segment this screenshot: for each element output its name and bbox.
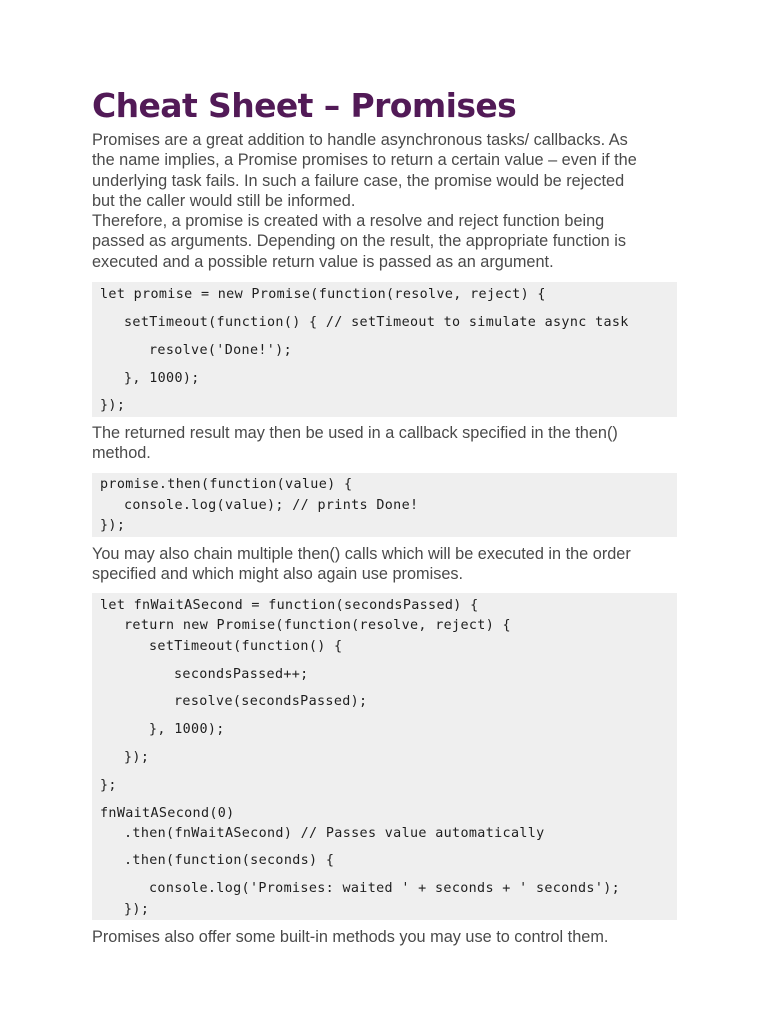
text-line: Promises also offer some built-in methods you may use to control them. (92, 928, 609, 946)
code-block-promise-creation (92, 282, 677, 417)
text-line: Promises are a great addition to handle asynchronous tasks/ callbacks. As (92, 131, 628, 149)
code-line: let promise = new Promise(function(resolve, reject) { (100, 287, 546, 302)
code-line: .then(function(seconds) { (124, 853, 335, 868)
code-line: }); (124, 902, 150, 917)
code-line: let fnWaitASecond = function(secondsPassed) { (100, 598, 479, 613)
code-line: resolve(secondsPassed); (174, 694, 368, 709)
builtin-methods-paragraph (92, 927, 608, 947)
code-line: .then(fnWaitASecond) // Passes value automatically (124, 826, 545, 841)
text-line: executed and a possible return value is passed as an argument. (92, 252, 554, 271)
text-line: underlying task fails. In such a failure case, the promise would be rejected (92, 171, 625, 190)
code-line: }, 1000); (149, 722, 225, 737)
code-block-chaining (92, 593, 677, 920)
code-line: }); (100, 398, 126, 413)
code-line: console.log('Promises: waited ' + seconds + ' seconds'); (149, 881, 621, 896)
text-line: passed as arguments. Depending on the result, the appropriate function is (92, 232, 626, 251)
code-line: setTimeout(function() { // setTimeout to simulate async task (124, 315, 629, 330)
text-line: but the caller would still be informed. (92, 191, 356, 210)
intro-paragraph (92, 130, 637, 272)
code-block-then (92, 473, 677, 537)
text-line: Therefore, a promise is created with a resolve and reject function being (92, 212, 605, 231)
then-paragraph (92, 423, 618, 464)
code-line: }); (124, 750, 150, 765)
code-line: resolve('Done!'); (149, 343, 293, 358)
code-line: }; (100, 778, 117, 793)
code-line: secondsPassed++; (174, 667, 309, 682)
code-line: console.log(value); // prints Done! (124, 498, 419, 513)
code-line: return new Promise(function(resolve, reject) { (124, 618, 511, 633)
text-line: You may also chain multiple then() calls which will be executed in the order (92, 545, 631, 563)
text-line: specified and which might also again use promises. (92, 565, 464, 584)
text-line: method. (92, 444, 151, 463)
code-line: fnWaitASecond(0) (100, 806, 235, 821)
code-line: setTimeout(function() { (149, 639, 343, 654)
chaining-paragraph (92, 544, 631, 585)
code-line: }, 1000); (124, 371, 200, 386)
text-line: The returned result may then be used in a callback specified in the then() (92, 424, 618, 442)
code-line: }); (100, 518, 126, 533)
text-line: the name implies, a Promise promises to return a certain value – even if the (92, 151, 637, 170)
page-title: Cheat Sheet – Promises (92, 86, 517, 125)
code-line: promise.then(function(value) { (100, 477, 353, 492)
